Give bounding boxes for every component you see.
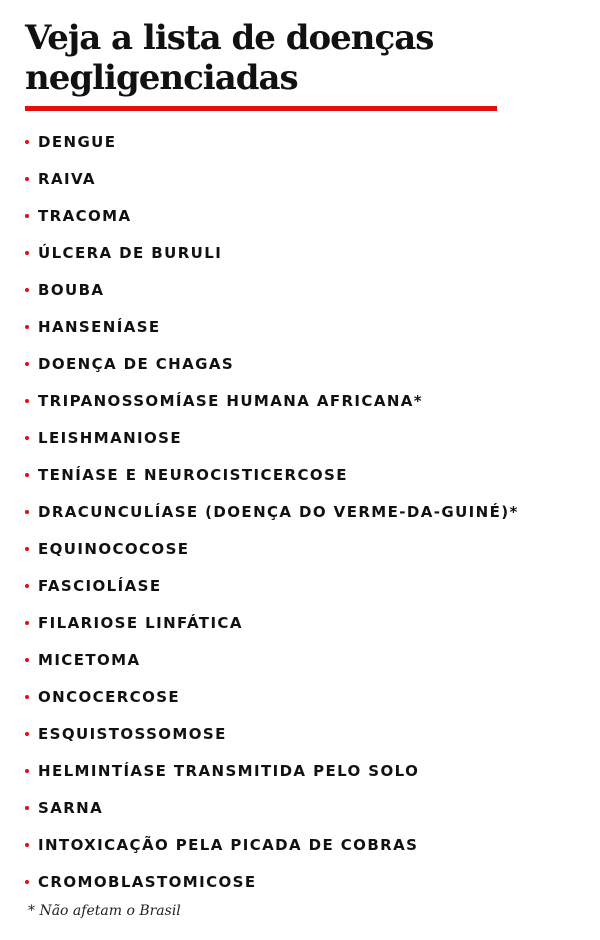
bullet-icon <box>25 584 29 588</box>
list-item <box>25 234 519 271</box>
bullet-icon <box>25 732 29 736</box>
list-item-label: ÚLCERA DE BURULI <box>38 243 223 262</box>
bullet-icon <box>25 399 29 403</box>
list-item <box>25 123 519 160</box>
list-item-label: BOUBA <box>38 280 105 299</box>
list-item-label: LEISHMANIOSE <box>38 428 183 447</box>
bullet-icon <box>25 769 29 773</box>
bullet-icon <box>25 140 29 144</box>
list-item <box>25 715 519 752</box>
bullet-icon <box>25 547 29 551</box>
bullet-icon <box>25 843 29 847</box>
bullet-icon <box>25 658 29 662</box>
list-item <box>25 604 519 641</box>
bullet-icon <box>25 251 29 255</box>
list-item-label: RAIVA <box>38 169 96 188</box>
list-item <box>25 863 519 900</box>
list-item-label: HANSENÍASE <box>38 317 161 336</box>
list-item <box>25 530 519 567</box>
list-item-label: MICETOMA <box>38 650 141 669</box>
list-item-label: SARNA <box>38 798 104 817</box>
title-underline <box>25 106 497 111</box>
bullet-icon <box>25 695 29 699</box>
list-item-label: FASCIOLÍASE <box>38 576 162 595</box>
footnote: * Não afetam o Brasil <box>28 903 181 919</box>
list-item-label: EQUINOCOCOSE <box>38 539 190 558</box>
page-title: Veja a lista de doenças negligenciadas <box>25 18 434 98</box>
list-item <box>25 641 519 678</box>
list-item <box>25 789 519 826</box>
list-item <box>25 382 519 419</box>
list-item <box>25 456 519 493</box>
list-item-label: INTOXICAÇÃO PELA PICADA DE COBRAS <box>38 835 419 854</box>
bullet-icon <box>25 806 29 810</box>
list-item-label: CROMOBLASTOMICOSE <box>38 872 257 891</box>
list-item-label: FILARIOSE LINFÁTICA <box>38 613 243 632</box>
list-item <box>25 567 519 604</box>
bullet-icon <box>25 880 29 884</box>
list-item-label: DRACUNCULÍASE (DOENÇA DO VERME-DA-GUINÉ)* <box>38 502 519 521</box>
bullet-icon <box>25 214 29 218</box>
list-item <box>25 308 519 345</box>
list-item <box>25 493 519 530</box>
list-item <box>25 197 519 234</box>
list-item <box>25 271 519 308</box>
list-item <box>25 160 519 197</box>
bullet-icon <box>25 288 29 292</box>
bullet-icon <box>25 177 29 181</box>
list-item-label: DOENÇA DE CHAGAS <box>38 354 235 373</box>
bullet-icon <box>25 325 29 329</box>
list-item-label: HELMINTÍASE TRANSMITIDA PELO SOLO <box>38 761 420 780</box>
list-item-label: ESQUISTOSSOMOSE <box>38 724 227 743</box>
bullet-icon <box>25 510 29 514</box>
disease-list <box>25 123 519 900</box>
bullet-icon <box>25 473 29 477</box>
list-item <box>25 345 519 382</box>
bullet-icon <box>25 621 29 625</box>
list-item <box>25 678 519 715</box>
bullet-icon <box>25 362 29 366</box>
list-item-label: ONCOCERCOSE <box>38 687 181 706</box>
list-item-label: TRACOMA <box>38 206 132 225</box>
list-item <box>25 752 519 789</box>
list-item-label: TENÍASE E NEUROCISTICERCOSE <box>38 465 348 484</box>
list-item <box>25 826 519 863</box>
bullet-icon <box>25 436 29 440</box>
list-item-label: DENGUE <box>38 132 117 151</box>
list-item <box>25 419 519 456</box>
list-item-label: TRIPANOSSOMÍASE HUMANA AFRICANA* <box>38 391 424 410</box>
